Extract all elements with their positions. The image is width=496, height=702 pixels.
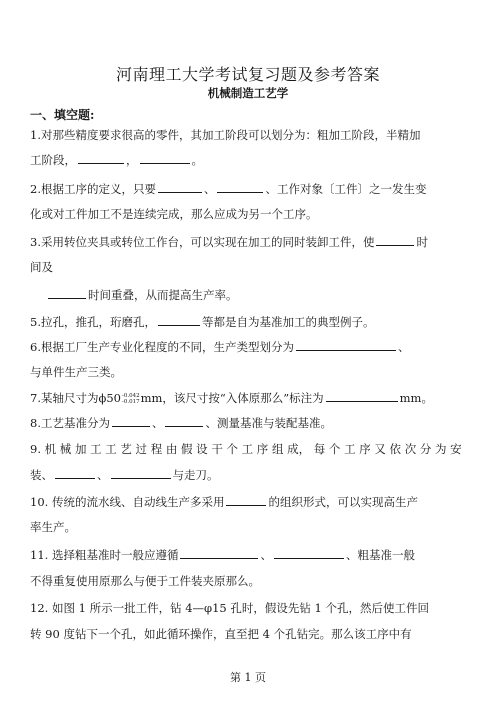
q3-text-a: 3.采用转位夹具或转位工作台，可以实现在加工的同时装卸工件，使 (30, 235, 375, 249)
question-9-line-2 (30, 467, 219, 483)
question-11-line-2: 不得重复使用原那么与便于工件装夹原那么。 (30, 574, 260, 588)
question-7 (30, 390, 433, 406)
question-1-line-1: 1.对那些精度要求很高的零件，其加工阶段可以划分为：粗加工阶段，半精加 (30, 128, 421, 142)
section-heading (30, 106, 94, 123)
q7-diameter: ϕ50 (98, 391, 121, 405)
question-6-line-2: 与单件生产三类。 (30, 365, 122, 379)
question-8 (30, 415, 332, 431)
q7-text-b: mm，该尺寸按“入体原那么”标注为 (140, 391, 324, 405)
q2-text-c: 、工作对象〔工件〕之一发生变 (265, 182, 427, 196)
q11-text-a: 11. 选择粗基准时一般应遵循 (30, 548, 179, 562)
q8-text-a: 8.工艺基准分为 (30, 416, 110, 430)
q6-text-a: 6.根据工厂生产专业化程度的不同，生产类型划分为 (30, 340, 294, 354)
document-subtitle: 机械制造工艺学 (207, 86, 289, 100)
q7-blank-1[interactable] (326, 390, 398, 402)
q8-text-b: 、 (151, 416, 164, 430)
question-2-line-1 (30, 181, 426, 197)
q5-text-b: 等都是自为基准加工的典型例子。 (201, 315, 375, 329)
q9-text-b: 、 (97, 468, 109, 482)
q10-text-a: 10. 传统的流水线、自动线生产多采用 (30, 495, 225, 509)
q1-text-c: 。 (191, 153, 203, 167)
q9-text-a: 装、 (30, 468, 53, 482)
question-5 (30, 314, 374, 330)
section-heading-text: 一、填空题: (30, 108, 95, 122)
q11-text-c: 、粗基准一般 (345, 548, 415, 562)
q8-blank-1[interactable] (112, 415, 150, 427)
question-2-line-2: 化或对工件加工不是连续完成，那么应成为另一个工序。 (30, 207, 318, 221)
q3-text-b: 时 (416, 235, 428, 249)
q9-text-c: 与走刀。 (172, 468, 219, 482)
question-3-line-2: 间及 (30, 260, 53, 274)
page-number: 第 1 页 (230, 671, 266, 684)
q2-blank-1[interactable] (158, 181, 202, 193)
question-3-line-1 (30, 234, 428, 250)
question-3-line-3 (30, 287, 238, 303)
q2-blank-2[interactable] (217, 181, 263, 193)
q2-text-b: 、 (203, 182, 216, 196)
q1-blank-2[interactable] (140, 152, 190, 164)
q8-blank-2[interactable] (165, 415, 203, 427)
q8-text-c: 、测量基准与装配基准。 (205, 416, 332, 430)
question-6-line-1 (30, 339, 409, 355)
question-9-line-1: 9. 机 械 加 工 工 艺 过 程 由 假 设 干 个 工 序 组 成， 每 个 工 序 又 依 次 分 为 安 (30, 442, 462, 456)
q11-blank-1[interactable] (180, 547, 258, 559)
q3-blank-1[interactable] (376, 234, 414, 246)
q11-text-b: 、 (260, 548, 272, 562)
q7-text-a: 7.某轴尺寸为 (30, 391, 99, 405)
q1-text-b: ， (126, 153, 138, 167)
question-12-line-2: 转 90 度钻下一个孔，如此循环操作，直至把 4 个孔钻完。那么该工序中有 (30, 627, 412, 641)
document-title: 河南理工大学考试复习题及参考答案 (115, 65, 380, 84)
question-10-line-2: 率生产。 (30, 520, 76, 534)
question-11-line-1 (30, 547, 415, 563)
q3-blank-2[interactable] (48, 287, 86, 299)
question-1-line-2 (30, 152, 203, 168)
q10-blank-1[interactable] (226, 494, 266, 506)
q7-tolerance-upper: -0.042 (121, 393, 140, 399)
q6-text-b: 、 (397, 340, 410, 354)
question-10-line-1 (30, 494, 418, 510)
q1-text-a: 工阶段， (30, 153, 76, 167)
question-12-line-1: 12. 如图 1 所示一批工件，钻 4—φ15 孔时，假设先钻 1 个孔，然后使工件回 (30, 601, 430, 615)
q9-blank-2[interactable] (111, 467, 171, 479)
q5-text-a: 5.拉孔，推孔，珩磨孔， (30, 315, 156, 329)
q11-blank-2[interactable] (274, 547, 344, 559)
q7-tolerance-lower: -0.017 (121, 399, 140, 405)
q9-blank-1[interactable] (55, 467, 95, 479)
q5-blank-1[interactable] (158, 314, 200, 326)
q6-blank-1[interactable] (296, 339, 396, 351)
q7-tolerance (122, 393, 140, 405)
q2-text-a: 2.根据工序的定义，只要 (30, 182, 156, 196)
q7-text-c: mm。 (399, 391, 433, 405)
q10-text-b: 的组织形式，可以实现高生产 (268, 495, 418, 509)
q1-blank-1[interactable] (78, 152, 124, 164)
q3-text-c: 时间重叠，从而提高生产率。 (88, 288, 238, 302)
